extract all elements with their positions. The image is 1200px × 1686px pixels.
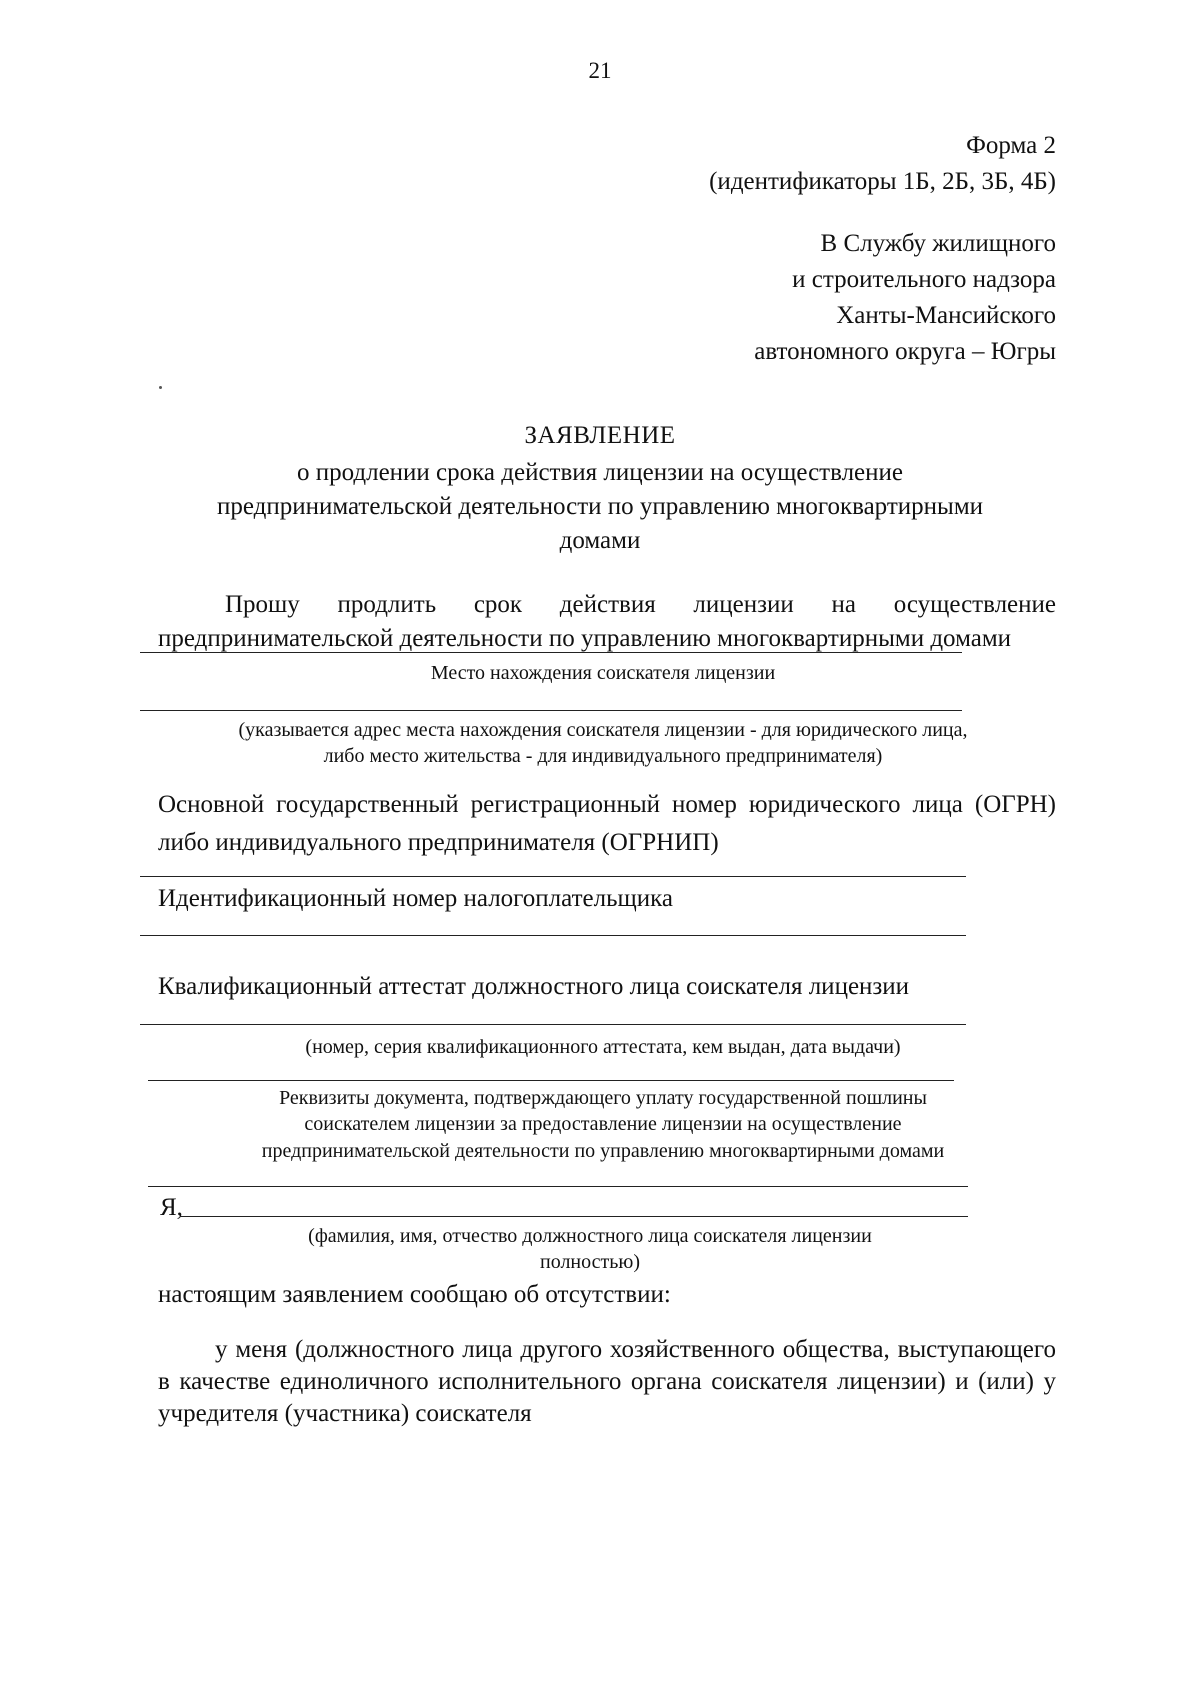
page-number: 21 <box>588 58 612 83</box>
payment-caption-line: предпринимательской деятельности по управлению многоквартирными домами <box>261 1140 945 1162</box>
payment-input-line[interactable] <box>148 1080 954 1081</box>
addressee-block <box>754 226 1056 370</box>
final-paragraph: у меня (должностного лица другого хозяйственного общества, выступающего в качестве единоличного исполнительного органа соискателя лицензии) и (или) у учредителя (участника) соискателя <box>158 1336 1056 1427</box>
inn-label: Идентификационный номер налогоплательщика <box>158 885 674 912</box>
addressee-line: автономного округа – Югры <box>754 338 1056 365</box>
attestat-caption: (номер, серия квалификационного аттестата, кем выдан, дата выдачи) <box>305 1036 901 1058</box>
attestat-label: Квалификационный аттестат должностного лица соискателя лицензии <box>158 973 910 1000</box>
inn-input-line[interactable] <box>140 935 966 936</box>
addressee-line: В Службу жилищного <box>820 230 1056 257</box>
subtitle-line: о продлении срока действия лицензии на осуществление <box>296 459 904 486</box>
location-caption: Место нахождения соискателя лицензии <box>430 662 776 684</box>
form-header <box>709 128 1056 200</box>
statement-line: настоящим заявлением сообщаю об отсутствии: <box>158 1281 671 1308</box>
form-title: Форма 2 <box>966 132 1056 159</box>
address-input-line[interactable] <box>140 710 962 711</box>
scan-dot <box>159 386 162 389</box>
payment-details-line[interactable] <box>148 1186 968 1187</box>
ya-label: Я, <box>160 1194 183 1221</box>
subtitle-line: домами <box>559 527 641 554</box>
payment-caption-line: Реквизиты документа, подтверждающего уплату государственной пошлины <box>279 1087 927 1109</box>
ogrn-input-line[interactable] <box>140 876 966 877</box>
address-caption-line: либо место жительства - для индивидуального предпринимателя) <box>323 745 883 767</box>
fio-input-line[interactable] <box>180 1216 968 1217</box>
form-identifiers: (идентификаторы 1Б, 2Б, 3Б, 4Б) <box>709 168 1056 195</box>
fio-caption-line: (фамилия, имя, отчество должностного лица соискателя лицензии <box>308 1225 872 1247</box>
ogrn-label: Основной государственный регистрационный номер юридического лица (ОГРН) либо индивидуального предпринимателя (ОГРНИП) <box>158 791 1056 856</box>
subtitle-line: предпринимательской деятельности по управлению многоквартирными <box>216 493 984 520</box>
document-subtitle <box>150 456 1050 558</box>
request-paragraph: Прошу продлить срок действия лицензии на осуществление предпринимательской деятельности по управлению многоквартирными домами <box>158 591 1056 652</box>
attestat-input-line[interactable] <box>140 1024 966 1025</box>
fio-caption-line: полностью) <box>540 1251 640 1273</box>
address-caption-line: (указывается адрес места нахождения соискателя лицензии - для юридического лица, <box>238 719 968 741</box>
document-title: ЗАЯВЛЕНИЕ <box>524 422 676 449</box>
addressee-line: Ханты-Мансийского <box>836 302 1056 329</box>
payment-caption-line: соискателем лицензии за предоставление лицензии на осуществление <box>304 1113 902 1135</box>
addressee-line: и строительного надзора <box>792 266 1056 293</box>
location-input-line[interactable] <box>140 652 962 653</box>
